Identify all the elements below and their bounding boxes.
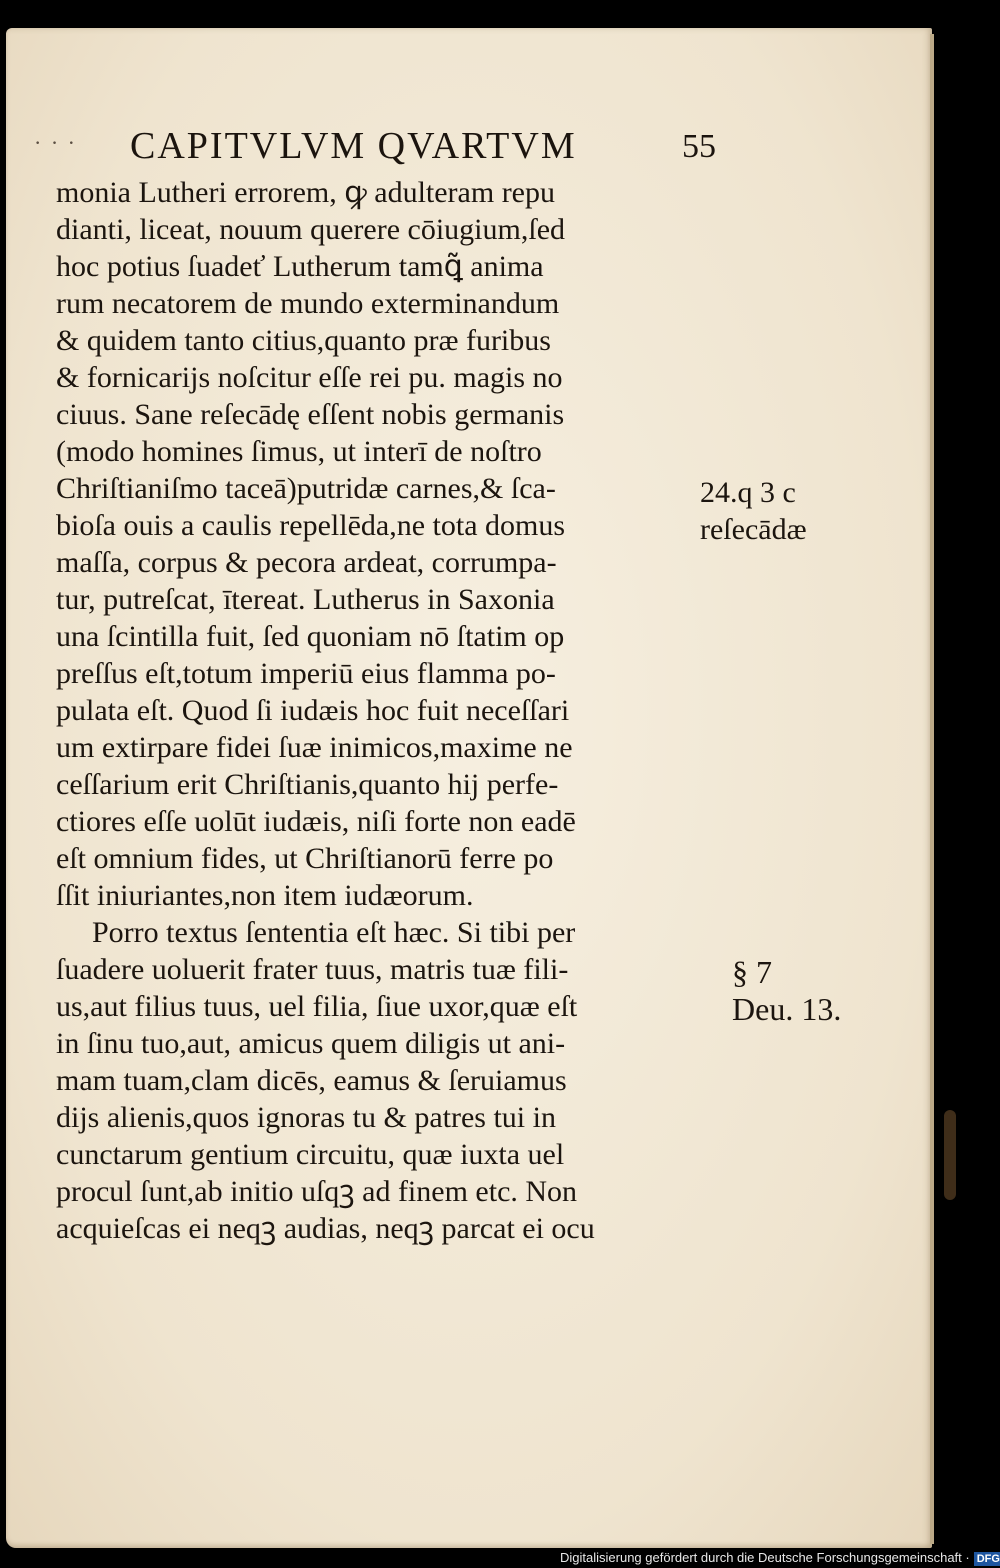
margin-note-line: Deu. 13. bbox=[732, 991, 842, 1027]
dfg-logo-icon: DFG bbox=[974, 1552, 1000, 1566]
text-line: ceſſarium erit Chriſtianis,quanto hij perfe- bbox=[56, 768, 559, 801]
paragraph-start-line: Porro textus ſententia eſt hæc. Si tibi per bbox=[92, 916, 576, 949]
text-line: & quidem tanto citius,quanto præ furibus bbox=[56, 324, 551, 357]
text-line: (modo homines ſimus, ut interī de noſtro bbox=[56, 435, 542, 468]
page-stain bbox=[944, 1110, 956, 1200]
margin-note-canon-reference bbox=[700, 474, 807, 548]
text-line: ſuadere uoluerit frater tuus, matris tuæ fili- bbox=[56, 953, 569, 986]
text-line: pulata eſt. Quod ſi iudæis hoc fuit neceſſari bbox=[56, 694, 570, 727]
text-line: cunctarum gentium circuitu, quæ iuxta uel bbox=[56, 1138, 565, 1171]
text-line: us,aut filius tuus, uel filia, ſiue uxor,quæ eſt bbox=[56, 990, 578, 1023]
text-line: acquieſcas ei neqꝫ audias, neqꝫ parcat ei ocu bbox=[56, 1212, 595, 1245]
page-edge bbox=[930, 34, 934, 1544]
text-line: ſſit iniuriantes,non item iudæorum. bbox=[56, 879, 474, 912]
credit-text: Digitalisierung gefördert durch die Deutsche Forschungsgemeinschaft · bbox=[560, 1550, 970, 1565]
text-line: dianti, liceat, nouum querere cōiugium,ſed bbox=[56, 213, 566, 246]
text-line: preſſus eſt,totum imperiū eius flamma po- bbox=[56, 657, 556, 690]
text-line: maſſa, corpus & pecora ardeat, corrumpa- bbox=[56, 546, 557, 579]
digitization-credit bbox=[560, 1548, 1000, 1568]
folio-number: 55 bbox=[682, 128, 716, 165]
page-header bbox=[34, 124, 716, 170]
text-line: hoc potius ſuadeť Lutherum tamꝗ̃ anima bbox=[56, 250, 544, 283]
text-line: bioſa ouis a caulis repellēda,ne tota domus bbox=[56, 509, 566, 542]
text-line: ciuus. Sane reſecādę eſſent nobis germanis bbox=[56, 398, 565, 431]
text-line: monia Lutheri errorem, ꝙ adulteram repu bbox=[56, 176, 555, 209]
text-line: in ſinu tuo,aut, amicus quem diligis ut ani- bbox=[56, 1027, 566, 1060]
text-line: ctiores eſſe uolūt iudæis, niſi forte non eadē bbox=[56, 805, 576, 838]
margin-note-line: § 7 bbox=[732, 954, 772, 990]
margin-note-line: 24.q 3 c bbox=[700, 476, 796, 509]
margin-note-line: reſecādæ bbox=[700, 513, 807, 546]
margin-note-deuteronomy-reference bbox=[732, 954, 841, 1028]
running-title: CAPITVLVM QVARTVM bbox=[130, 125, 577, 167]
text-line: procul ſunt,ab initio uſqꝫ ad finem etc. Non bbox=[56, 1175, 578, 1208]
text-line: Chriſtianiſmo taceā)putridæ carnes,& ſca- bbox=[56, 472, 556, 505]
text-line: eſt omnium fides, ut Chriſtianorū ferre po bbox=[56, 842, 554, 875]
header-ornament: · · · bbox=[34, 130, 77, 155]
text-line: um extirpare fidei ſuæ inimicos,maxime ne bbox=[56, 731, 573, 764]
text-line: una ſcintilla fuit, ſed quoniam nō ſtatim op bbox=[56, 620, 565, 653]
text-line: mam tuam,clam dicēs, eamus & ſeruiamus bbox=[56, 1064, 567, 1097]
main-text bbox=[56, 174, 696, 1247]
text-line: dijs alienis,quos ignoras tu & patres tui in bbox=[56, 1101, 556, 1134]
text-line: tur, putreſcat, ītereat. Lutherus in Saxonia bbox=[56, 583, 555, 616]
text-line: rum necatorem de mundo exterminandum bbox=[56, 287, 560, 320]
text-line: & fornicarijs noſcitur eſſe rei pu. magis no bbox=[56, 361, 563, 394]
